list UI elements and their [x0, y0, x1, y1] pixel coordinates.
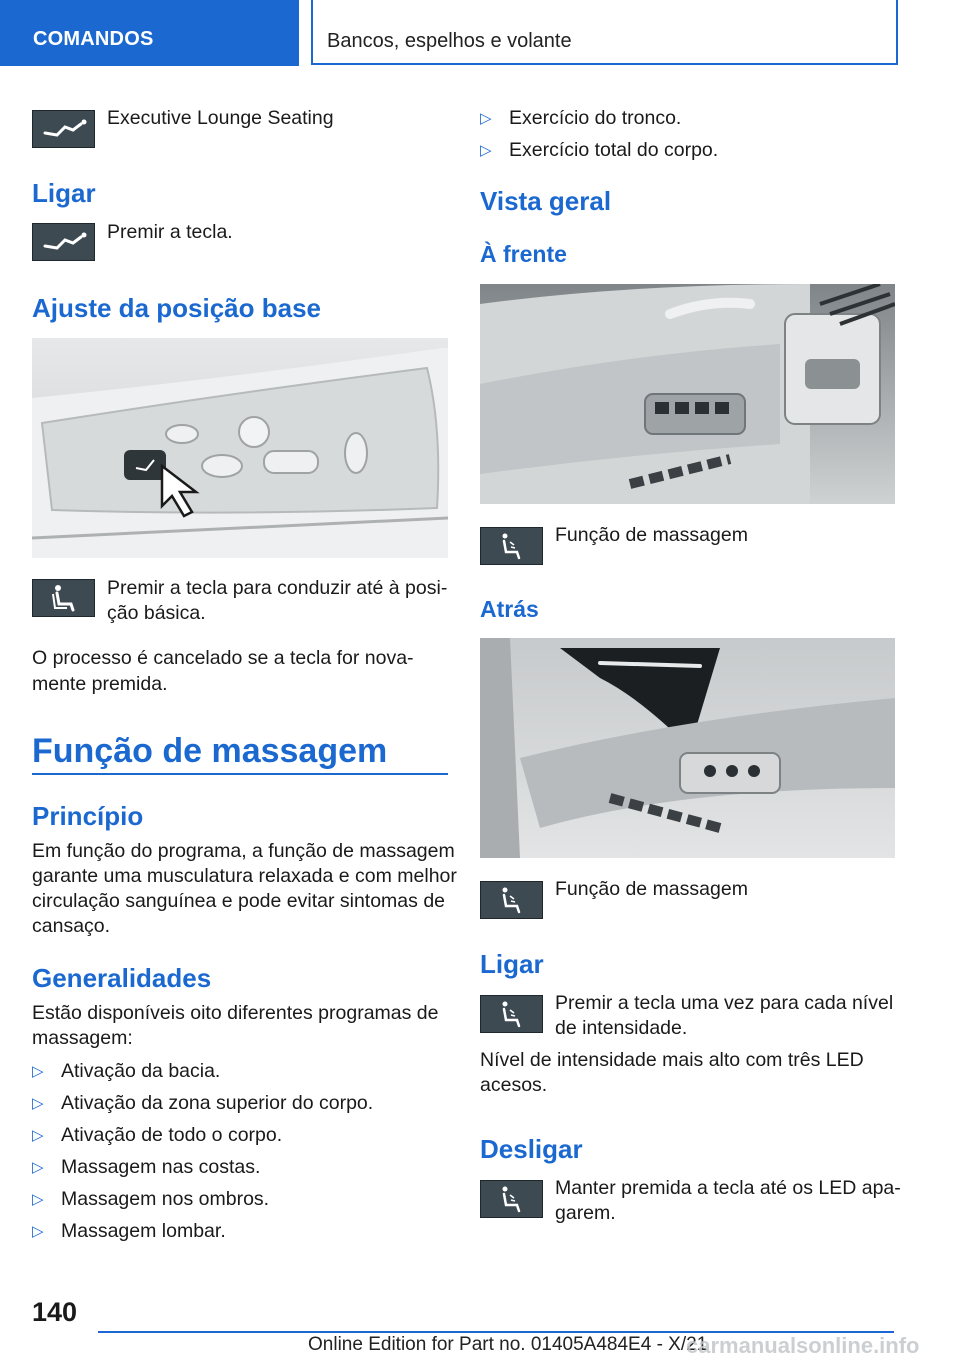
footer-edition: Online Edition for Part no. 01405A484E4 - X/21: [308, 1334, 708, 1355]
nivel-line: acesos.: [480, 1074, 548, 1096]
ajuste-heading: Ajuste da posição base: [32, 293, 321, 323]
executive-lounge-label: Executive Lounge Seating: [107, 107, 334, 129]
ajuste-note-1: O processo é cancelado se a tecla for nova‐: [32, 647, 414, 669]
principio-line: cansaço.: [32, 915, 111, 937]
atras-key-label: Função de massagem: [555, 878, 748, 900]
atras-heading: Atrás: [480, 596, 539, 622]
massagem-heading: Função de massagem: [32, 732, 388, 770]
triangle-right-icon: ▷: [32, 1159, 44, 1176]
triangle-right-icon: ▷: [32, 1223, 44, 1240]
ligar-right-line: de intensidade.: [555, 1017, 688, 1039]
header-chapter-label: Bancos, espelhos e volante: [327, 30, 572, 52]
vista-heading: Vista geral: [480, 186, 612, 216]
ligar-right-line: Premir a tecla uma vez para cada nível: [555, 992, 894, 1014]
header-chapter-box: [311, 0, 898, 65]
front-door-photo: [480, 284, 895, 504]
frente-key-label: Função de massagem: [555, 524, 748, 546]
principio-line: Em função do programa, a função de massagem: [32, 840, 455, 862]
desligar-heading: Desligar: [480, 1134, 583, 1164]
triangle-right-icon: ▷: [32, 1191, 44, 1208]
frente-heading: À frente: [480, 241, 567, 267]
ajuste-key-text-2: ção básica.: [107, 602, 206, 624]
ligar-heading-right: Ligar: [480, 949, 544, 979]
reclining-seat-icon: [32, 110, 95, 148]
page-number: 140: [32, 1297, 78, 1327]
massage-icon: [480, 881, 543, 919]
triangle-right-icon: ▷: [32, 1127, 44, 1144]
header-section-tab: [0, 0, 299, 66]
principio-line: garante uma musculatura relaxada e com melhor: [32, 865, 457, 887]
ligar-heading: Ligar: [32, 178, 96, 208]
generalidades-heading: Generalidades: [32, 963, 212, 993]
ajuste-key-text-1: Premir a tecla para conduzir até à posi‐: [107, 577, 448, 599]
principio-line: circulação sanguínea e pode evitar sintomas de: [32, 890, 446, 912]
generalidades-line: Estão disponíveis oito diferentes programas de: [32, 1002, 439, 1024]
principio-heading: Princípio: [32, 801, 144, 831]
header-section-label: COMANDOS: [33, 28, 154, 50]
nivel-line: Nível de intensidade mais alto com três LED: [480, 1049, 864, 1071]
triangle-right-icon: ▷: [32, 1063, 44, 1080]
seat-controls-photo: [32, 338, 448, 558]
massage-icon: [480, 1180, 543, 1218]
watermark: carmanualsonline.info: [686, 1333, 920, 1358]
triangle-right-icon: ▷: [480, 110, 492, 127]
generalidades-line: massagem:: [32, 1027, 133, 1049]
section-divider: [32, 773, 448, 775]
ligar-text: Premir a tecla.: [107, 221, 233, 243]
triangle-right-icon: ▷: [32, 1095, 44, 1112]
ajuste-note-2: mente premida.: [32, 673, 168, 695]
desligar-line: garem.: [555, 1202, 616, 1224]
massage-icon: [480, 527, 543, 565]
desligar-line: Manter premida a tecla até os LED apa‐: [555, 1177, 901, 1199]
seat-position-icon: [32, 579, 95, 617]
reclining-seat-icon: [32, 223, 95, 261]
rear-door-photo: [480, 638, 895, 858]
triangle-right-icon: ▷: [480, 142, 492, 159]
massage-icon: [480, 995, 543, 1033]
